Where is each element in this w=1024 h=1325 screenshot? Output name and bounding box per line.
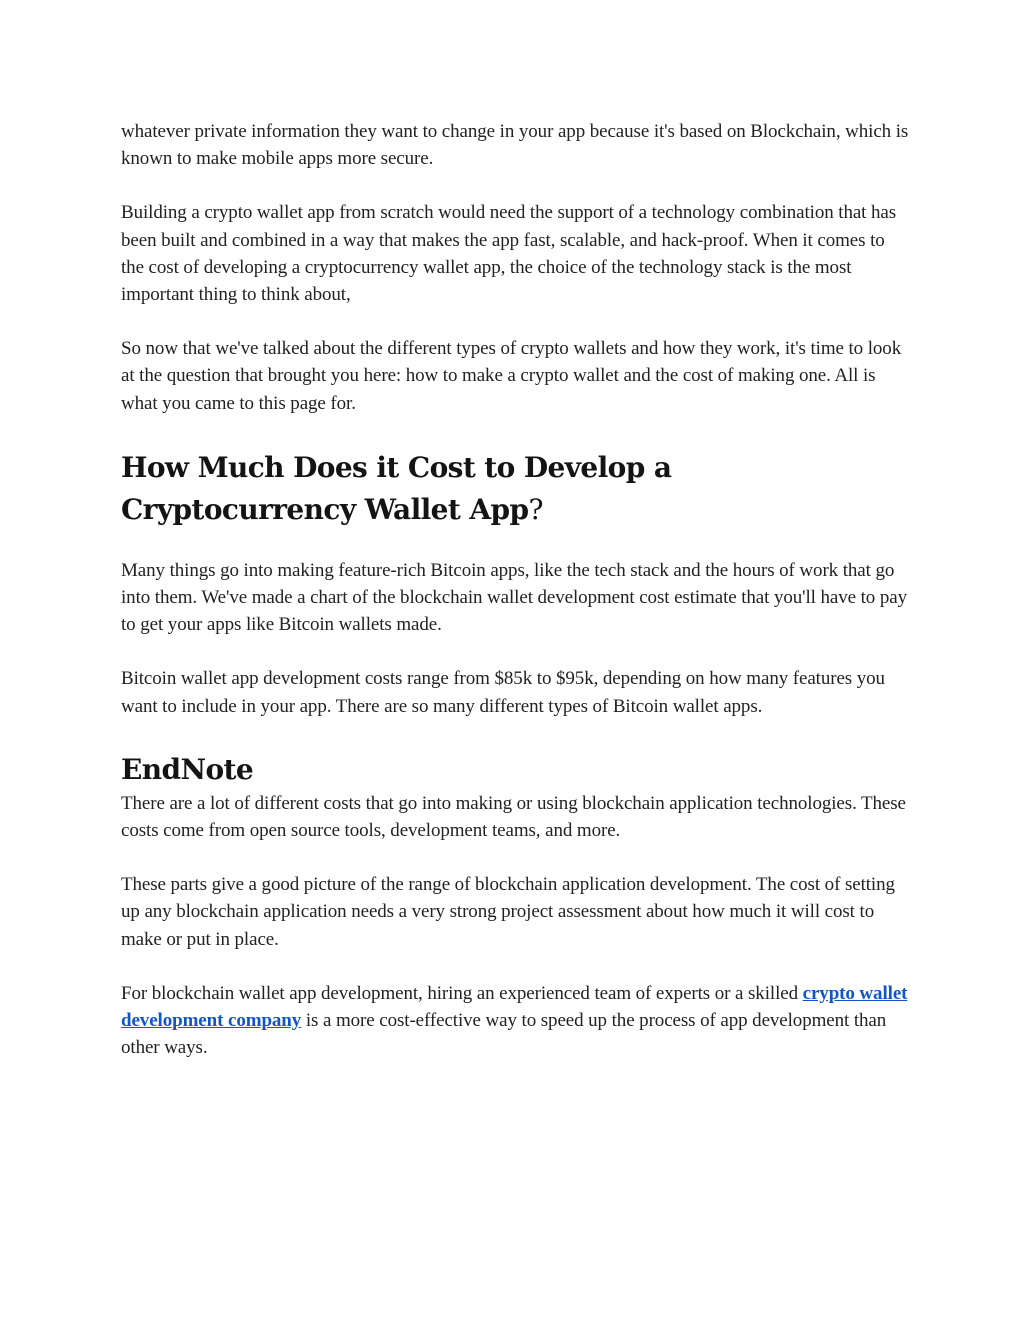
endnote-paragraph-3 [121, 980, 911, 1062]
cost-paragraph-2: Bitcoin wallet app development costs range from $85k to $95k, depending on how many features you want to include in your app. There are so many different types of Bitcoin wallet apps. [121, 668, 885, 717]
cost-paragraph-1: Many things go into making feature-rich Bitcoin apps, like the tech stack and the hours of work that go into them. We've made a chart of the blockchain wallet development cost estimate that you'll have to pay to get your apps like Bitcoin wallets made. [121, 559, 907, 636]
intro-paragraph-2: Building a crypto wallet app from scratch would need the support of a technology combination that has been built and combined in a way that makes the app fast, scalable, and hack-proof. When it comes to the cost of developing a cryptocurrency wallet app, the choice of the technology stack is the most important thing to think about, [121, 202, 897, 306]
cost-section-heading [121, 447, 911, 531]
cost-heading-text: How Much Does it Cost to Develop a Cryptocurrency Wallet App [121, 450, 672, 526]
intro-paragraph-1: whatever private information they want to change in your app because it's based on Blockchain, which is known to make mobile apps more secure. [121, 121, 909, 170]
intro-paragraph-3: So now that we've talked about the different types of crypto wallets and how they work, it's time to look at the question that brought you here: how to make a crypto wallet and the cost of making one. All is what you came to this page for. [121, 338, 902, 414]
endnote-paragraph-1: There are a lot of different costs that go into making or using blockchain application technologies. These costs come from open source tools, development teams, and more. [121, 792, 906, 842]
document-page [121, 118, 911, 1061]
endnote-paragraph-2: These parts give a good picture of the range of blockchain application development. The cost of setting up any blockchain application needs a very strong project assessment about how much it will cost to make or put in place. [121, 874, 895, 950]
endnote-heading: EndNote [121, 752, 254, 786]
crypto-wallet-company-link[interactable]: crypto wallet development company [121, 982, 908, 1032]
endnote-paragraph-3-end: is a more cost-effective way to speed up the process of app development than other ways. [121, 1010, 887, 1059]
cost-heading-question-mark: ? [528, 492, 543, 526]
endnote-paragraph-3-start: For blockchain wallet app development, hiring an experienced team of experts or a skilled [121, 982, 803, 1004]
